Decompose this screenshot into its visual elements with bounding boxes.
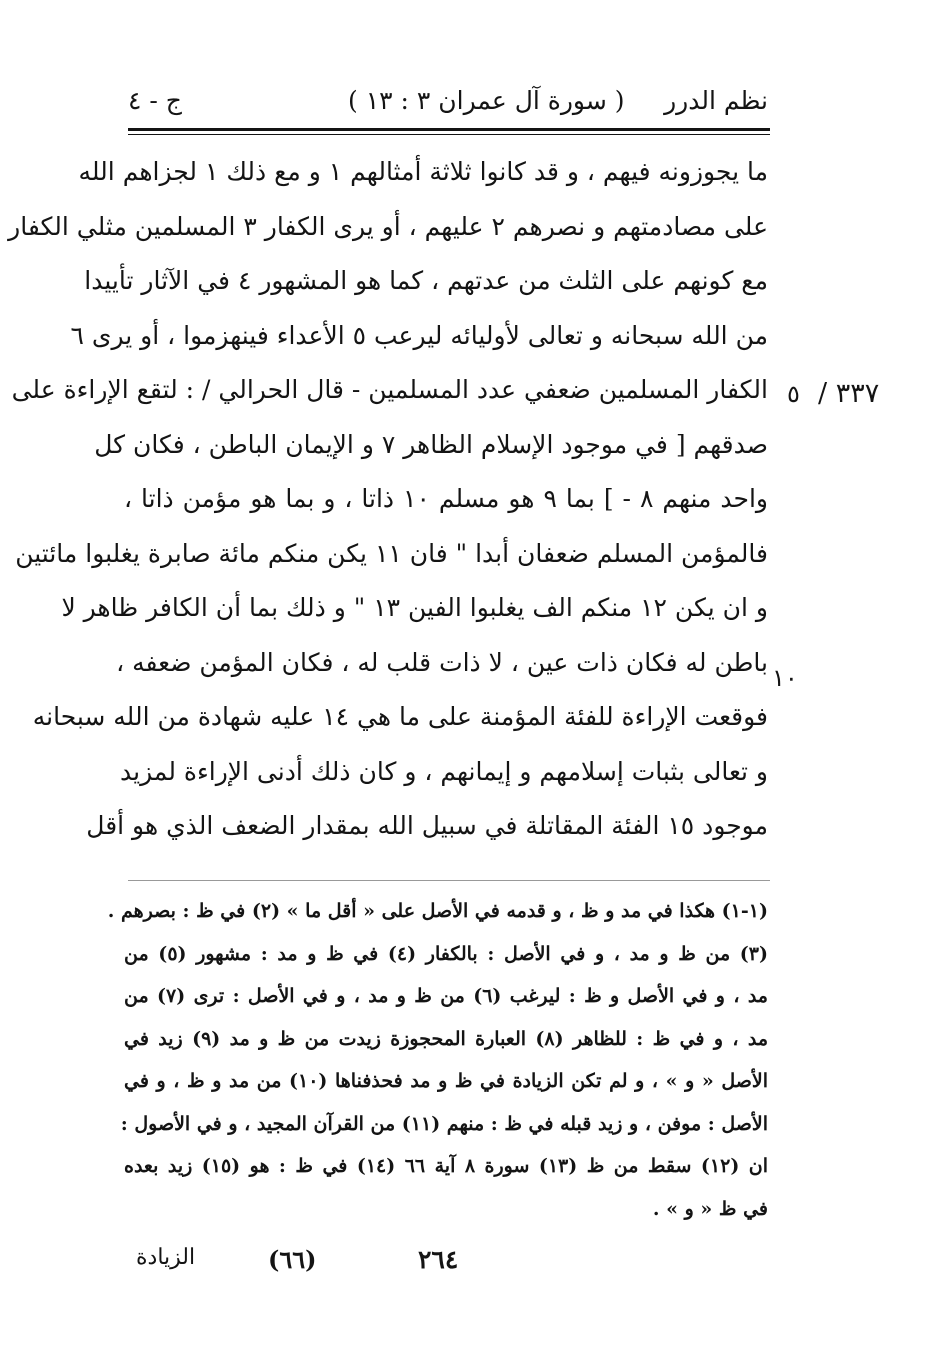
text-line: على مصادمتهم و نصرهم ٢ عليهم ، أو يرى الكفار ٣ المسلمين مثلي الكفار (8, 211, 768, 241)
footnote-line: (١-١) هكذا في مد و ظ ، و قدمه في الأصل على « أقل ما » (٢) في ظ : بصرهم . (107, 900, 768, 922)
text-line: باطن له فكان ذات عين ، لا ذات قلب له ، فكان المؤمن ضعفه ، (116, 647, 768, 677)
text-line: الكفار المسلمين ضعفي عدد المسلمين - قال الحرالي / : لتقع الإراءة على (11, 375, 768, 404)
book-title: نظم الدرر (664, 86, 768, 115)
signature-mark: (٦٦) (268, 1245, 317, 1274)
text-line: فالمؤمن المسلم ضعفان أبدا " فان ١١ يكن منكم مائة صابرة يغلبوا مائتين (15, 538, 768, 568)
footnote-line: مد ، و في ظ : للظاهر (٨) العبارة المحجوزة زيدت من ظ و مد (٩) زيد في (124, 1027, 769, 1050)
header-rule-thin (128, 134, 770, 135)
footnote-line: الأصل « و » ، و لم تكن الزيادة في ظ و مد فحذفناها (١٠) من مد و ظ ، و في (124, 1070, 768, 1092)
text-line: مع كونهم على الثلث من عدتهم ، كما هو المشهور ٤ في الآثار تأييدا (84, 266, 768, 295)
text-line: و تعالى بثبات إسلامهم و إيمانهم ، و كان ذلك أدنى الإراءة لمزيد (120, 756, 768, 786)
text-line: ما يجوزونه فيهم ، و قد كانوا ثلاثة أمثالهم ١ و مع ذلك ١ لجزاهم الله (78, 157, 768, 186)
catchword: الزيادة (136, 1245, 196, 1270)
text-line: صدقهم [ في موجود الإسلام الظاهر ٧ و الإيمان الباطن ، فكان كل (94, 429, 768, 459)
margin-manuscript-ref: ٣٣٧ / (818, 378, 880, 409)
surah-reference: ( سورة آل عمران ٣ : ١٣ ) (348, 86, 625, 115)
footnote-line: الأصل : موفن ، و زيد قبله في ظ : منهم (١١) من القرآن المجيد ، و في الأصول : (120, 1112, 768, 1135)
footnotes (107, 890, 769, 1230)
margin-line-number-5: ٥ (787, 380, 800, 408)
main-text (8, 145, 768, 854)
text-line: من الله سبحانه و تعالى لأوليائه ليرعب ٥ الأعداء فينهزموا ، أو يرى ٦ (70, 320, 768, 350)
text-line: و ان يكن ١٢ منكم الف يغلبوا الفين ١٣ " و ذلك بما أن الكافر ظاهر لا (61, 593, 768, 622)
running-header (128, 86, 768, 122)
page-footer (128, 1245, 768, 1285)
footnote-line: مد ، و في الأصل و ظ : ليرغب (٦) من ظ و مد ، و في الأصل : ترى (٧) من (124, 985, 768, 1007)
footnote-line: في ظ « و » . (652, 1197, 768, 1220)
margin-line-number-10: ١٠ (772, 664, 798, 692)
footnote-divider (128, 880, 770, 881)
volume-number: ج - ٤ (128, 86, 182, 115)
footnote-line: ان (١٢) سقط من ظ (١٣) سورة ٨ آية ٦٦ (١٤) في ظ : هو (١٥) زيد بعده (124, 1155, 769, 1177)
text-line: موجود ١٥ الفئة المقاتلة في سبيل الله بمقدار الضعف الذي هو أقل (86, 811, 768, 840)
text-line: فوقعت الإراءة للفئة المؤمنة على ما هي ١٤ عليه شهادة من الله سبحانه (32, 702, 768, 731)
header-rule-thick (128, 128, 770, 131)
footnote-line: (٣) من ظ و مد ، و في الأصل : بالكفار (٤) في ظ و مد : مشهور (٥) من (124, 942, 768, 965)
text-line: واحد منهم ٨ - ] بما ٩ هو مسلم ١٠ ذاتا ، و بما هو مؤمن ذاتا ، (124, 484, 768, 513)
page-number: ٢٦٤ (418, 1245, 459, 1274)
